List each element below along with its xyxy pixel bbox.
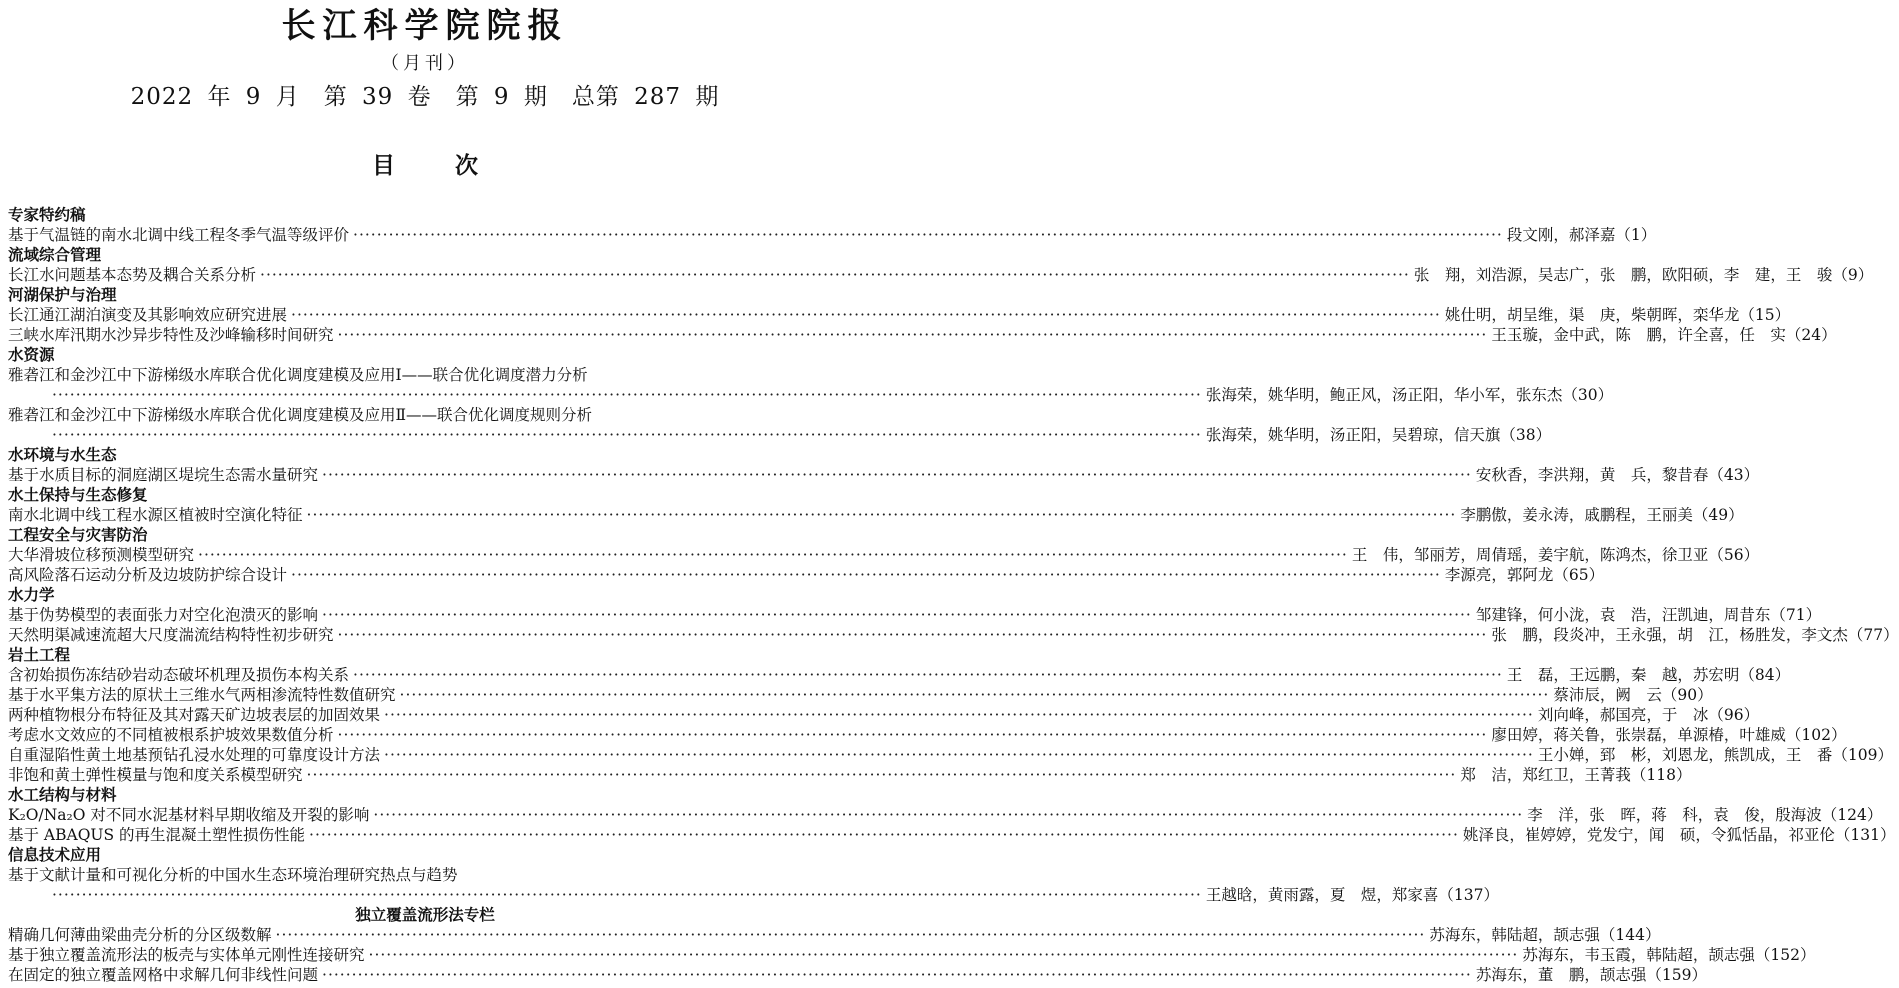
article-page: （96） (1708, 706, 1760, 724)
leader-dots (276, 925, 1426, 945)
toc-entry[interactable] (8, 945, 1816, 965)
article-authors: 张 鹏，段炎冲，王永强，胡 江，杨胜发，李文杰 (1491, 626, 1848, 644)
article-title[interactable]: 精确几何薄曲梁曲壳分析的分区级数解 (8, 926, 272, 944)
article-title[interactable]: 南水北调中线工程水源区植被时空演化特征 (8, 506, 303, 524)
article-title[interactable]: 非饱和黄土弹性模量与饱和度关系模型研究 (8, 766, 303, 784)
leader-dots (322, 965, 1472, 985)
article-authors: 郑 洁，郑红卫，王菁莪 (1460, 766, 1631, 784)
article-title[interactable]: 考虑水文效应的不同植被根系护坡效果数值分析 (8, 726, 334, 744)
leader-dots (322, 605, 1472, 625)
toc-entry[interactable] (8, 925, 1661, 945)
article-title[interactable]: 基于独立覆盖流形法的板壳与实体单元刚性连接研究 (8, 946, 365, 964)
article-title[interactable]: 雅砻江和金沙江中下游梯级水库联合优化调度建模及应用Ⅰ——联合优化调度潜力分析 (8, 366, 588, 384)
article-authors: 姚泽良，崔婷婷，党发宁，闻 硕，令狐恬晶，祁亚伦 (1462, 826, 1835, 844)
leader-dots (52, 425, 1202, 445)
article-page: （43） (1708, 466, 1760, 484)
toc-entry-continuation[interactable] (8, 385, 1614, 405)
toc-entry-continuation[interactable] (8, 425, 1552, 445)
article-authors: 李鹏傲，姜永涛，戚鹏程，王丽美 (1460, 506, 1693, 524)
section-heading: 水资源 (8, 346, 55, 364)
article-page: （1） (1615, 226, 1657, 244)
toc-entry[interactable] (8, 685, 1713, 705)
leader-dots (400, 685, 1550, 705)
article-page: （49） (1692, 506, 1744, 524)
toc-entry[interactable] (8, 605, 1822, 625)
section-heading: 独立覆盖流形法专栏 (355, 906, 495, 924)
article-title[interactable]: 大华滑坡位移预测模型研究 (8, 546, 195, 564)
leader-dots (307, 765, 1457, 785)
toc-entry[interactable] (8, 265, 1874, 285)
article-page: （71） (1770, 606, 1822, 624)
article-page: （144） (1599, 926, 1661, 944)
leader-dots (291, 565, 1441, 585)
leader-dots (373, 805, 1523, 825)
article-page: （159） (1646, 966, 1707, 984)
leader-dots (384, 745, 1534, 765)
leader-dots (260, 265, 1410, 285)
article-page: （77） (1847, 626, 1899, 644)
toc-entry[interactable] (8, 965, 1707, 985)
section-heading: 河湖保护与治理 (8, 286, 117, 304)
toc-entry[interactable] (8, 725, 1847, 745)
article-authors: 刘向峰，郝国亮，于 冰 (1537, 706, 1709, 724)
leader-dots (309, 825, 1459, 845)
article-authors: 张海荣，姚华明，汤正阳，吴碧琼，信天旗 (1205, 426, 1501, 444)
journal-title: 长江科学院院报 (281, 6, 569, 46)
table-of-contents (8, 205, 1899, 985)
article-page: （109） (1832, 746, 1893, 764)
section-heading: 水工结构与材料 (8, 786, 117, 804)
toc-entry-continuation[interactable] (8, 885, 1499, 905)
article-title[interactable]: 两种植物根分布特征及其对露天矿边坡表层的加固效果 (8, 706, 381, 724)
section-heading: 水力学 (8, 586, 55, 604)
article-authors: 王小婵，郅 彬，刘恩龙，熊凯成，王 番 (1537, 746, 1833, 764)
toc-entry[interactable] (8, 705, 1760, 725)
section-heading: 流域综合管理 (8, 246, 102, 264)
leader-dots (369, 945, 1519, 965)
article-authors: 苏海东，韦玉霞，韩陆超，颉志强 (1522, 946, 1755, 964)
leader-dots (198, 545, 1348, 565)
leader-dots (291, 305, 1441, 325)
article-authors: 段文刚，郝泽嘉 (1506, 226, 1616, 244)
article-authors: 苏海东，韩陆超，颉志强 (1429, 926, 1600, 944)
article-title[interactable]: 自重湿陷性黄土地基预钻孔浸水处理的可靠度设计方法 (8, 746, 381, 764)
article-title[interactable]: 在固定的独立覆盖网格中求解几何非线性问题 (8, 966, 319, 984)
article-page: （38） (1500, 426, 1552, 444)
article-title[interactable]: 基于气温链的南水北调中线工程冬季气温等级评价 (8, 226, 350, 244)
article-authors: 李源亮，郭阿龙 (1444, 566, 1554, 584)
article-authors: 张 翔，刘浩源，吴志广，张 鹏，欧阳硕，李 建，王 骏 (1413, 266, 1833, 284)
section-heading: 水土保持与生态修复 (8, 486, 148, 504)
article-page: （84） (1739, 666, 1791, 684)
article-authors: 王玉璇，金中武，陈 鹏，许全喜，任 实 (1491, 326, 1786, 344)
section-heading: 水环境与水生态 (8, 446, 117, 464)
leader-dots (338, 725, 1488, 745)
article-page: （90） (1661, 686, 1713, 704)
masthead (0, 4, 850, 112)
article-authors: 张海荣，姚华明，鲍正风，汤正阳，华小军，张东杰 (1205, 386, 1563, 404)
article-title[interactable]: 含初始损伤冻结砂岩动态破坏机理及损伤本构关系 (8, 666, 350, 684)
toc-entry[interactable] (8, 825, 1896, 845)
article-page: （65） (1553, 566, 1605, 584)
article-title[interactable]: 长江通江湖泊演变及其影响效应研究进展 (8, 306, 288, 324)
article-title[interactable]: 基于伪势模型的表面张力对空化泡溃灭的影响 (8, 606, 319, 624)
toc-entry[interactable] (8, 765, 1692, 785)
article-page: （9） (1832, 266, 1874, 284)
article-authors: 安秋香，李洪翔，黄 兵，黎昔春 (1475, 466, 1709, 484)
toc-entry[interactable] (8, 565, 1605, 585)
article-page: （24） (1785, 326, 1837, 344)
issue-line: 2022 年 9 月 第 39 卷 第 9 期 总第 287 期 (130, 84, 720, 110)
article-page: （56） (1708, 546, 1760, 564)
toc-entry[interactable] (8, 625, 1899, 645)
leader-dots (353, 225, 1503, 245)
leader-dots (338, 625, 1488, 645)
contents-heading: 目次 (372, 152, 538, 179)
leader-dots (338, 325, 1488, 345)
toc-entry[interactable] (8, 745, 1893, 765)
article-title[interactable]: 长江水问题基本态势及耦合关系分析 (8, 266, 257, 284)
article-title[interactable]: 雅砻江和金沙江中下游梯级水库联合优化调度建模及应用Ⅱ——联合优化调度规则分析 (8, 406, 593, 424)
article-title[interactable]: K₂O/Na₂O 对不同水泥基材料早期收缩及开裂的影响 (8, 806, 370, 824)
leader-dots (353, 665, 1503, 685)
article-page: （102） (1785, 726, 1847, 744)
article-authors: 廖田婷，蒋关鲁，张崇磊，单源椿，叶雄威 (1491, 726, 1786, 744)
leader-dots (322, 465, 1472, 485)
leader-dots (52, 385, 1202, 405)
article-page: （15） (1739, 306, 1791, 324)
article-page: （152） (1754, 946, 1816, 964)
article-authors: 邹建锋，何小泷，袁 浩，汪凯迪，周昔东 (1475, 606, 1771, 624)
article-authors: 王 伟，邹丽芳，周倩瑶，姜宇航，陈鸿杰，徐卫亚 (1351, 546, 1709, 564)
article-page: （124） (1821, 806, 1883, 824)
section-heading: 岩土工程 (8, 646, 71, 664)
toc-entry[interactable] (8, 465, 1760, 485)
article-title[interactable]: 基于水平集方法的原状土三维水气两相渗流特性数值研究 (8, 686, 396, 704)
article-authors: 王越晗，黄雨露，夏 煜，郑家喜 (1205, 886, 1439, 904)
article-authors: 李 洋，张 晖，蒋 科，袁 俊，殷海波 (1527, 806, 1822, 824)
leader-dots (307, 505, 1457, 525)
toc-entry[interactable] (8, 805, 1883, 825)
article-authors: 王 磊，王远鹏，秦 越，苏宏明 (1506, 666, 1740, 684)
journal-subtitle: （月刊） (381, 53, 469, 74)
toc-entry[interactable] (8, 225, 1657, 245)
toc-entry[interactable] (8, 325, 1837, 345)
article-title[interactable]: 高风险落石运动分析及边坡防护综合设计 (8, 566, 288, 584)
article-page: （131） (1834, 826, 1896, 844)
section-heading: 工程安全与灾害防治 (8, 526, 148, 544)
toc-entry[interactable] (8, 665, 1791, 685)
article-page: （30） (1562, 386, 1614, 404)
article-title[interactable]: 基于 ABAQUS 的再生混凝土塑性损伤性能 (8, 826, 306, 844)
toc-entry[interactable] (8, 305, 1791, 325)
article-authors: 姚仕明，胡呈维，渠 庚，柴朝晖，栾华龙 (1444, 306, 1740, 324)
article-title[interactable]: 天然明渠减速流超大尺度湍流结构特性初步研究 (8, 626, 334, 644)
toc-entry[interactable] (8, 505, 1744, 525)
article-title[interactable]: 基于文献计量和可视化分析的中国水生态环境治理研究热点与趋势 (8, 866, 458, 884)
section-heading: 信息技术应用 (8, 846, 102, 864)
section-heading: 专家特约稿 (8, 206, 86, 224)
article-authors: 蔡沛辰，阙 云 (1553, 686, 1662, 704)
article-page: （118） (1630, 766, 1692, 784)
toc-entry[interactable] (8, 545, 1760, 565)
article-title[interactable]: 三峡水库汛期水沙异步特性及沙峰输移时间研究 (8, 326, 334, 344)
article-page: （137） (1438, 886, 1499, 904)
article-authors: 苏海东，董 鹏，颉志强 (1475, 966, 1647, 984)
leader-dots (384, 705, 1534, 725)
article-title[interactable]: 基于水质目标的洞庭湖区堤垸生态需水量研究 (8, 466, 319, 484)
leader-dots (52, 885, 1202, 905)
